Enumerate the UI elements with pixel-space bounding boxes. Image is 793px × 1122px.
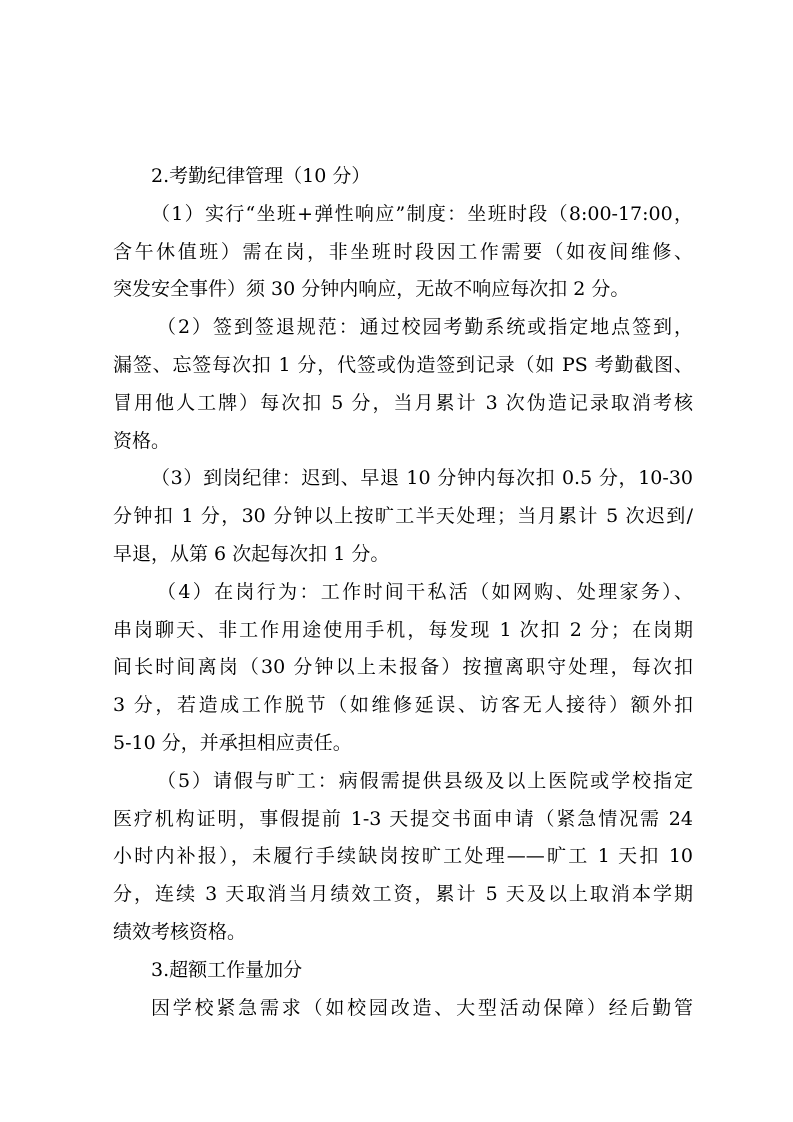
paragraph-line: 串岗聊天、非工作用途使用手机，每发现 1 次扣 2 分；在岗期 bbox=[113, 618, 693, 641]
paragraph-line: 漏签、忘签每次扣 1 分，代签或伪造签到记录（如 PS 考勤截图、 bbox=[113, 353, 693, 376]
paragraph-line: 突发安全事件）须 30 分钟内响应，无故不响应每次扣 2 分。 bbox=[113, 278, 630, 301]
paragraph-line: 含午休值班）需在岗，非坐班时段因工作需要（如夜间维修、 bbox=[113, 240, 693, 263]
paragraph-line: 冒用他人工牌）每次扣 5 分，当月累计 3 次伪造记录取消考核 bbox=[113, 391, 693, 414]
paragraph-line: （1）实行“坐班+弹性响应”制度：坐班时段（8:00-17:00， bbox=[151, 202, 693, 225]
document-body bbox=[113, 158, 693, 1027]
paragraph-line: 因学校紧急需求（如校园改造、大型活动保障）经后勤管 bbox=[151, 996, 693, 1019]
paragraph-line: 分钟扣 1 分，30 分钟以上按旷工半天处理；当月累计 5 次迟到/ bbox=[113, 505, 693, 528]
paragraph-line: （5）请假与旷工：病假需提供县级及以上医院或学校指定 bbox=[157, 769, 693, 792]
paragraph-line: 早退，从第 6 次起每次扣 1 分。 bbox=[113, 542, 390, 565]
paragraph-line: （2）签到签退规范：通过校园考勤系统或指定地点签到， bbox=[157, 316, 693, 339]
section-heading-attendance: 2.考勤纪律管理（10 分） bbox=[151, 165, 371, 187]
section-heading-overtime-bonus: 3.超额工作量加分 bbox=[151, 958, 303, 981]
paragraph-line: （3）到岗纪律：迟到、早退 10 分钟内每次扣 0.5 分，10-30 bbox=[151, 467, 693, 490]
paragraph-line: 绩效考核资格。 bbox=[113, 920, 247, 943]
paragraph-line: 小时内补报），未履行手续缺岗按旷工处理——旷工 1 天扣 10 bbox=[113, 845, 693, 868]
paragraph-line: 医疗机构证明，事假提前 1-3 天提交书面申请（紧急情况需 24 bbox=[113, 807, 693, 830]
paragraph-line: 5-10 分，并承担相应责任。 bbox=[113, 731, 352, 754]
paragraph-line: 资格。 bbox=[113, 429, 171, 452]
paragraph-line: （4）在岗行为：工作时间干私活（如网购、处理家务）、 bbox=[157, 580, 693, 603]
paragraph-line: 3 分，若造成工作脱节（如维修延误、访客无人接待）额外扣 bbox=[113, 694, 693, 717]
paragraph-line: 间长时间离岗（30 分钟以上未报备）按擅离职守处理，每次扣 bbox=[113, 656, 693, 679]
paragraph-line: 分，连续 3 天取消当月绩效工资，累计 5 天及以上取消本学期 bbox=[113, 883, 693, 906]
